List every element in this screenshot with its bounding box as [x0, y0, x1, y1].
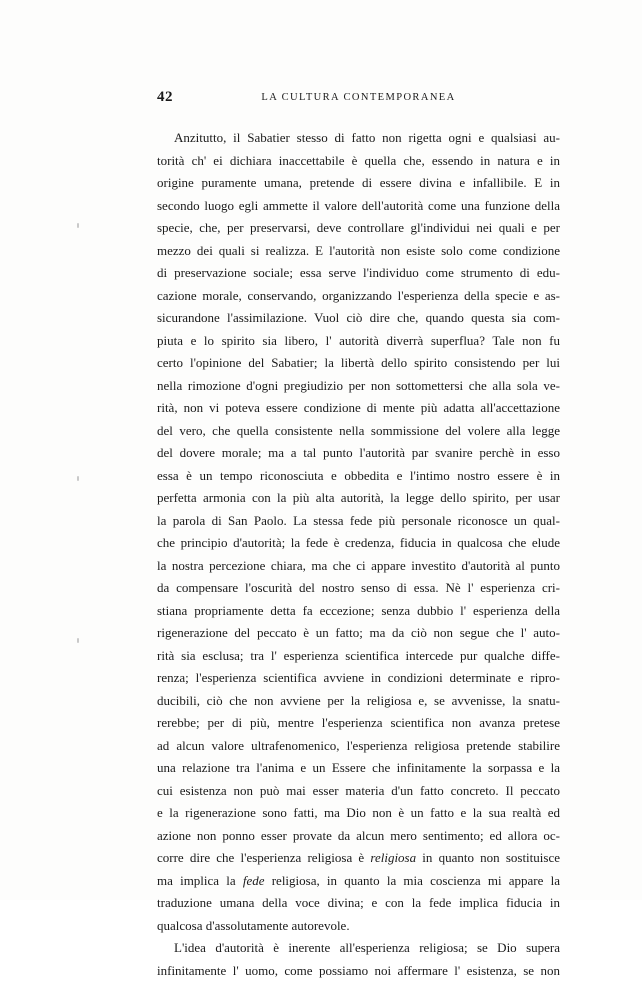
text-line-main: traduzione umana della voce divina; e con la fede implica fiducia in: [157, 895, 560, 910]
text-line-main: perfetta armonia con la più alta autorità, la legge dello spirito, per usar: [157, 490, 560, 505]
text-line: [157, 892, 560, 915]
text-line: [157, 352, 560, 375]
text-line: [157, 262, 560, 285]
text-line-main: specie, che, per preservarsi, deve controllare gl'individui nei quali e per: [157, 220, 560, 235]
text-line: [157, 712, 560, 735]
text-line: [157, 870, 560, 893]
text-line-main: e la rigenerazione sono fatti, ma Dio non è un fatto e la sua realtà ed: [157, 805, 560, 820]
text-line-main: origine puramente umana, pretende di essere divina e infallibile. E in: [157, 175, 560, 190]
text-line: [157, 667, 560, 690]
text-line: [157, 802, 560, 825]
text-line-main: da compensare l'oscurità del nostro senso di essa. Nè l' esperienza cri-: [157, 580, 560, 595]
text-line-main: del vero, che quella consistente nella sommissione del volere alla legge: [157, 423, 560, 438]
text-line: [157, 690, 560, 713]
text-line: [157, 150, 560, 173]
text-line-main: torità ch' ei dichiara inaccettabile è quella che, essendo in natura e in: [157, 153, 560, 168]
text-line: [157, 532, 560, 555]
text-line-main: essa è un tempo riconosciuta e obbedita e l'intimo nostro essere è in: [157, 468, 560, 483]
text-line-main: la parola di San Paolo. La stessa fede più personale riconosce un qual-: [157, 513, 560, 528]
text-line-main: una relazione tra l'anima e un Essere che infinitamente la sorpassa e la: [157, 760, 560, 775]
text-line: [157, 937, 560, 960]
text-line-main: rità, non vi poteva essere condizione di mente più adatta all'accettazione: [157, 400, 560, 415]
text-line-main: piuta e lo spirito sia libero, l' autorità diverrà superflua? Tale non fu: [157, 333, 560, 348]
text-line-main: del dovere morale; ma a tal punto l'autorità par svanire perchè in esso: [157, 445, 560, 460]
text-line-main: rità sia esclusa; tra l' esperienza scientifica intercede pur qualche diffe-: [157, 648, 560, 663]
text-line-main: cui esistenza non può mai esser materia d'un fatto concreto. Il peccato: [157, 783, 560, 798]
text-line-main: cazione morale, conservando, organizzando l'esperienza della specie e as-: [157, 288, 560, 303]
text-line: [157, 397, 560, 420]
margin-speck: [77, 476, 79, 481]
text-line: [157, 442, 560, 465]
text-line-main: qualcosa d'assolutamente autorevole.: [157, 918, 350, 933]
text-line: [157, 240, 560, 263]
text-line: [157, 330, 560, 353]
text-line: [157, 307, 560, 330]
text-line: [157, 780, 560, 803]
text-line-main: sicurandone l'assimilazione. Vuol ciò dire che, quando questa sia com-: [157, 310, 560, 325]
text-line: [157, 735, 560, 758]
text-line: [157, 375, 560, 398]
italic-emphasis: fede: [243, 873, 265, 888]
text-line: [157, 217, 560, 240]
text-line-main: ducibili, ciò che non avviene per la religiosa e, se avvenisse, la snatu-: [157, 693, 560, 708]
text-line: [157, 172, 560, 195]
text-line-main: azione non ponno esser provate da alcun mero sentimento; ed allora oc-: [157, 828, 560, 843]
margin-speck: [77, 638, 79, 643]
text-line: [157, 645, 560, 668]
text-line: [157, 465, 560, 488]
text-line-main: stiana propriamente detta fa eccezione; senza dubbio l' esperienza della: [157, 603, 560, 618]
text-line-main: Anzitutto, il Sabatier stesso di fatto non rigetta ogni e qualsiasi au-: [174, 130, 560, 145]
text-line: [157, 420, 560, 443]
body-text: [157, 127, 560, 982]
text-line-main: rigenerazione del peccato è un fatto; ma da ciò non segue che l' auto-: [157, 625, 560, 640]
text-line-main: L'idea d'autorità è inerente all'esperienza religiosa; se Dio supera: [174, 940, 560, 955]
text-line: [157, 577, 560, 600]
text-line: [157, 195, 560, 218]
text-line: [157, 487, 560, 510]
text-line: [157, 960, 560, 982]
text-line: [157, 757, 560, 780]
page-number: 42: [157, 89, 173, 106]
text-line: [157, 622, 560, 645]
text-line: [157, 825, 560, 848]
text-line-main: secondo luogo egli ammette il valore dell'autorità come una funzione della: [157, 198, 560, 213]
text-line-main: infinitamente l' uomo, come possiamo noi affermare l' esistenza, se non: [157, 963, 560, 978]
text-line-main: corre dire che l'esperienza religiosa è: [157, 850, 364, 865]
text-line-main: certo l'opinione del Sabatier; la libertà dello spirito consistendo per lui: [157, 355, 560, 370]
text-line-main: che principio d'autorità; la fede è credenza, fiducia in qualcosa che elude: [157, 535, 560, 550]
text-line-main: nella rimozione d'ogni pregiudizio per non sottomettersi che alla sola ve-: [157, 378, 560, 393]
text-line: [157, 915, 560, 938]
text-line-main: di preservazione sociale; essa serve l'individuo come strumento di edu-: [157, 265, 560, 280]
text-line: [157, 285, 560, 308]
text-line: [157, 510, 560, 533]
text-line-tail: in quanto non sostituisce: [416, 850, 560, 865]
running-title: LA CULTURA CONTEMPORANEA: [157, 92, 560, 103]
text-line: [157, 555, 560, 578]
text-line-main: rerebbe; per di più, mentre l'esperienza scientifica non avanza pretese: [157, 715, 560, 730]
text-line-main: la nostra percezione chiara, ma che ci appare investito d'autorità al punto: [157, 558, 560, 573]
text-line-main: renza; l'esperienza scientifica avviene in condizioni determinate e ripro-: [157, 670, 560, 685]
text-line: [157, 127, 560, 150]
text-line: [157, 847, 560, 870]
text-line: [157, 600, 560, 623]
text-line-main: mezzo dei quali si realizza. E l'autorità non esiste solo come condizione: [157, 243, 560, 258]
page-header: [157, 89, 560, 109]
text-line-tail: religiosa, in quanto la mia coscienza mi appare la: [265, 873, 560, 888]
text-line-main: ma implica la: [157, 873, 236, 888]
italic-emphasis: religiosa: [370, 850, 416, 865]
text-line-main: ad alcun valore ultrafenomenico, l'esperienza religiosa pretende stabilire: [157, 738, 560, 753]
margin-speck: [77, 223, 79, 228]
